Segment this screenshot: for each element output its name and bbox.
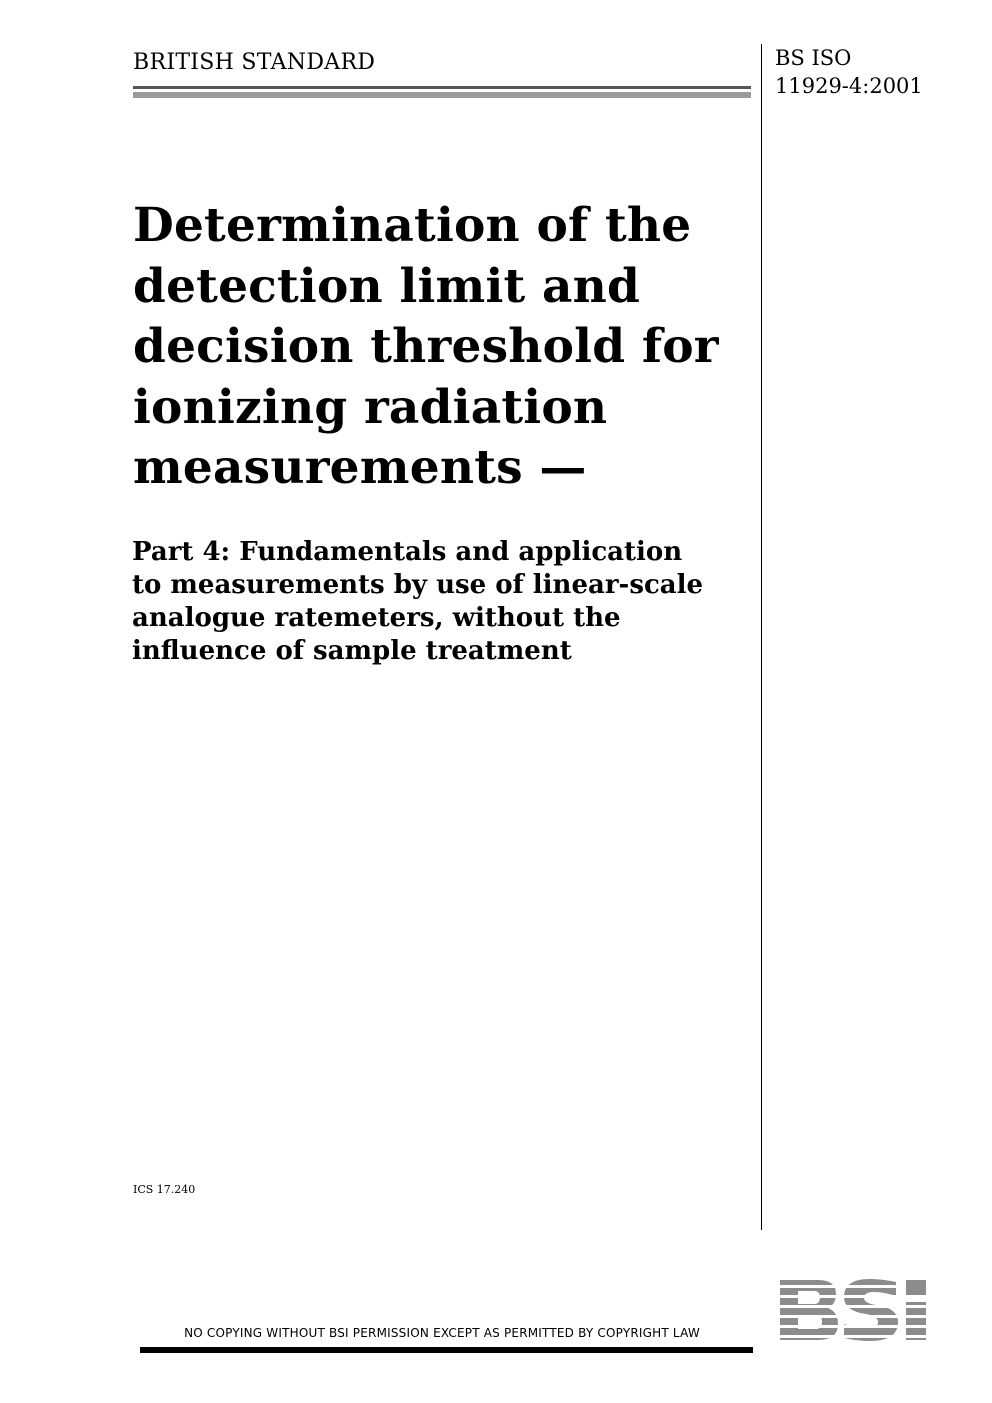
header-double-rule [133,86,751,98]
subtitle-line: Part 4: Fundamentals and application [132,537,683,567]
title-line: Determination of the [133,198,692,253]
title-line: detection limit and [133,258,641,314]
copyright-notice: NO COPYING WITHOUT BSI PERMISSION EXCEPT AS PERMITTED BY COPYRIGHT LAW [184,1326,700,1340]
subtitle-line: to measurements by use of linear-scale [132,570,704,600]
document-subtitle [132,536,757,668]
title-line: decision threshold for [133,319,719,374]
standard-number-line-1: BS ISO [775,46,852,70]
series-label: BRITISH STANDARD [133,50,376,75]
header-rule-dark [133,86,751,89]
title-line: measurements — [133,440,587,495]
document-title [133,196,753,499]
ics-code: ICS 17.240 [133,1183,196,1196]
subtitle-line: influence of sample treatment [132,636,572,666]
subtitle-line: analogue ratemeters, without the [132,603,621,633]
vertical-divider [761,44,762,1230]
title-line: ionizing radiation [133,379,608,435]
bsi-logo-icon [778,1278,954,1342]
standard-number-line-2: 11929-4:2001 [775,74,923,98]
standard-number [775,44,923,100]
header-rule-light [133,92,751,98]
footer-rule [140,1347,753,1353]
